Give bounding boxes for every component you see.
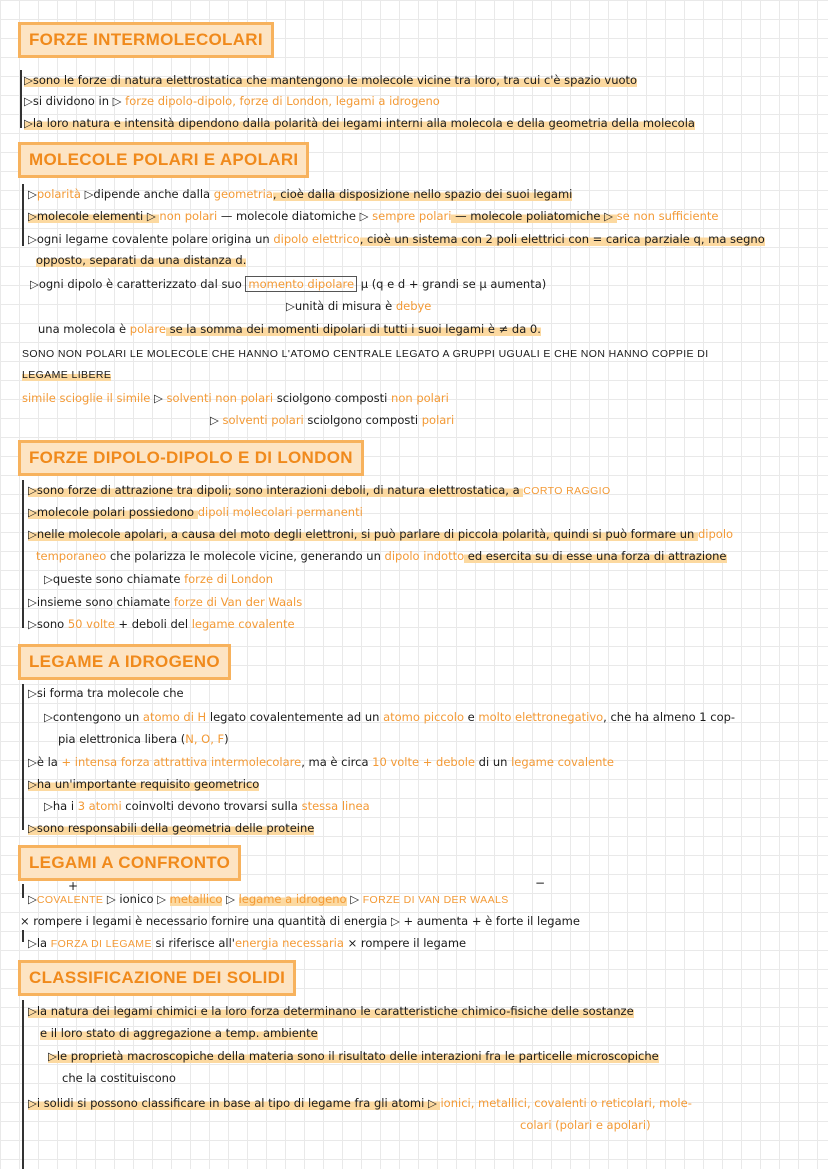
note-text: , che ha almeno 1 cop- (603, 710, 736, 724)
note-text: ▷ ionico ▷ (103, 892, 170, 906)
note-line (28, 755, 820, 770)
minus-sign (535, 876, 820, 891)
note-text: debye (395, 299, 432, 313)
note-text: × rompere i legami è necessario fornire una quantità di energia ▷ + aumenta + è forte il legame (20, 914, 580, 928)
note-text: , cioè un sistema con 2 poli elettrici con = carica parziale q, ma segno (359, 232, 765, 246)
note-text: ▷ (28, 187, 37, 201)
note-text: — molecole diatomiche ▷ (217, 209, 373, 223)
note-text: di un (475, 755, 512, 769)
title-legame-idrogeno: LEGAME A IDROGENO (18, 644, 231, 680)
bracket-line (22, 1000, 24, 1169)
note-text: , cioè dalla disposizione nello spazio dei suoi legami (272, 187, 573, 201)
note-text: ▷contengono un (44, 710, 143, 724)
note-text: polarità (36, 187, 81, 201)
note-text: ▷ (150, 391, 167, 405)
bracket-line (22, 480, 24, 628)
note-text: atomo di H (142, 710, 207, 724)
note-line (44, 799, 820, 814)
note-text: si riferisce all' (151, 936, 235, 950)
note-text: sciolgono composti (273, 391, 392, 405)
note-text: ▷sono (28, 617, 68, 631)
note-line (28, 527, 820, 542)
note-text: ▷dipende anche dalla (80, 187, 214, 201)
note-text: ▷è la (28, 755, 62, 769)
note-text: legame covalente (191, 617, 295, 631)
note-text: metallico (169, 892, 223, 906)
title-classificazione-solidi: CLASSIFICAZIONE DEI SOLIDI (18, 960, 296, 996)
note-text: e (464, 710, 479, 724)
note-text: legame a idrogeno (238, 892, 347, 906)
note-text: ▷ (210, 413, 223, 427)
note-text: dipolo (697, 527, 734, 541)
note-line (286, 299, 820, 314)
note-line (28, 505, 820, 520)
note-text: sciolgono composti (303, 413, 422, 427)
note-line (40, 1026, 820, 1041)
note-text: ▷ogni legame covalente polare origina un (28, 232, 274, 246)
note-text: momento dipolare (245, 276, 357, 292)
note-text: ▷sono responsabili della geometria delle proteine (28, 821, 315, 835)
note-text: ▷ (222, 892, 239, 906)
note-text: opposto, separati da una distanza d. (36, 253, 247, 267)
note-text: che polarizza le molecole vicine, generando un (106, 549, 385, 563)
note-text: ▷ha i (44, 799, 78, 813)
note-line (28, 936, 820, 952)
note-text: non polari (391, 391, 449, 405)
note-line (28, 483, 820, 499)
bracket-line (22, 684, 24, 830)
note-text: una molecola è (38, 322, 130, 336)
bracket-line (22, 884, 24, 898)
note-text: 3 atomi (77, 799, 122, 813)
note-line (48, 1049, 820, 1064)
note-text: dipoli molecolari permanenti (197, 505, 363, 519)
title-forze-dipolo-london: FORZE DIPOLO-DIPOLO E DI LONDON (18, 440, 364, 476)
note-text: ▷nelle molecole apolari, a causa del moto degli elettroni, si può parlare di piccola polarità, quindi si può formare un (28, 527, 698, 541)
note-text: ▷ (28, 892, 37, 906)
note-line (24, 94, 820, 109)
note-text: FORZA DI LEGAME (50, 938, 152, 950)
note-text: μ (q e d + grandi se μ aumenta) (357, 277, 547, 291)
note-text: LEGAME LIBERE (22, 369, 112, 381)
note-text: atomo piccolo (383, 710, 464, 724)
note-text: sempre polari (372, 209, 452, 223)
note-text: ▷molecole elementi ▷ (28, 209, 160, 223)
note-line (62, 1071, 820, 1086)
note-line (30, 277, 820, 292)
bracket-line (22, 930, 24, 942)
note-line (28, 209, 820, 224)
note-text: ▷si forma tra molecole che (28, 686, 184, 700)
note-text: 10 volte + debole (372, 755, 476, 769)
title-legami-confronto: LEGAMI A CONFRONTO (18, 845, 241, 881)
note-text: ▷unità di misura è (286, 299, 396, 313)
note-text: ▷la natura dei legami chimici e la loro forza determinano le caratteristiche chimico-fisiche delle sostanze (28, 1004, 634, 1018)
note-text: ▷ (346, 892, 363, 906)
note-line (22, 368, 820, 383)
note-text: ▷la loro natura e intensità dipendono dalla polarità dei legami interni alla molecola e della geometria della molecola (24, 116, 695, 130)
note-line (28, 232, 820, 247)
note-line (22, 391, 820, 406)
note-text: e il loro stato di aggregazione a temp. ambiente (40, 1026, 318, 1040)
note-text: forze di Van der Waals (173, 595, 303, 609)
note-text: ▷sono le forze di natura elettrostatica che mantengono le molecole vicine tra loro, tra cui c'è spazio vuoto (24, 73, 638, 87)
note-line (28, 617, 820, 632)
note-text: ▷si dividono in ▷ (24, 94, 126, 108)
note-text: FORZE DI VAN DER WAALS (362, 894, 509, 906)
note-line (36, 253, 820, 268)
note-text: polare (129, 322, 166, 336)
note-text: forze di London (184, 572, 273, 586)
note-line (20, 914, 820, 929)
note-text: ▷i solidi si possono classificare in base al tipo di legame fra gli atomi ▷ (28, 1096, 441, 1110)
note-text: temporaneo (36, 549, 107, 563)
note-line (28, 1096, 820, 1111)
note-text: dipolo elettrico (273, 232, 360, 246)
note-line (44, 572, 820, 587)
note-text: ▷la (28, 936, 51, 950)
note-line (58, 732, 820, 747)
bracket-line (20, 70, 22, 128)
note-text: coinvolti devono trovarsi sulla (121, 799, 302, 813)
note-text: energia necessaria (234, 936, 344, 950)
note-text: SONO NON POLARI LE MOLECOLE CHE HANNO L'ATOMO CENTRALE LEGATO A GRUPPI UGUALI E CHE NON HANNO COPPIE DI (22, 348, 709, 360)
note-text: colari (polari e apolari) (520, 1118, 651, 1132)
note-text: ▷queste sono chiamate (44, 572, 185, 586)
note-text: non polari (159, 209, 218, 223)
note-line (28, 595, 820, 610)
note-text: solventi polari (222, 413, 304, 427)
title-forze-intermolecolari: FORZE INTERMOLECOLARI (18, 22, 274, 58)
note-text: ▷le proprietà macroscopiche della materia sono il risultato delle interazioni fra le particelle microscopiche (48, 1049, 659, 1063)
note-line (28, 187, 820, 202)
note-line (24, 116, 820, 131)
note-line (28, 777, 820, 792)
note-text: geometria (213, 187, 273, 201)
note-text: 50 volte (67, 617, 115, 631)
note-line (36, 549, 820, 564)
note-text: stessa linea (301, 799, 370, 813)
note-line (38, 322, 820, 337)
note-line (28, 686, 820, 701)
note-text: COVALENTE (36, 894, 104, 906)
note-line (22, 347, 820, 362)
note-line (28, 821, 820, 836)
note-text: dipolo indotto (384, 549, 465, 563)
note-line (520, 1118, 820, 1133)
note-text: − (535, 876, 546, 890)
note-text: ▷ogni dipolo è caratterizzato dal suo (30, 277, 246, 291)
bracket-line (22, 184, 24, 246)
note-text: forze dipolo-dipolo, forze di London, legami a idrogeno (125, 94, 440, 108)
note-line (210, 413, 820, 428)
note-line (28, 892, 820, 908)
note-text: ▷sono forze di attrazione tra dipoli; sono interazioni deboli, di natura elettrostatica, a (28, 483, 524, 497)
note-text: + (68, 879, 79, 893)
note-text: pia elettronica libera ( (58, 732, 186, 746)
note-text: ▷molecole polari possiedono (28, 505, 198, 519)
note-text: ionici, metallici, covalenti o reticolari, mole- (440, 1096, 692, 1110)
note-text: se non sufficiente (616, 209, 719, 223)
note-text: ▷insieme sono chiamate (28, 595, 174, 609)
note-text: + intensa forza attrattiva intermolecolare (61, 755, 302, 769)
note-text: N, O, F (185, 732, 225, 746)
title-molecole-polari-apolari: MOLECOLE POLARI E APOLARI (18, 142, 309, 178)
note-text: che la costituiscono (62, 1071, 176, 1085)
note-text: simile scioglie il simile (22, 391, 151, 405)
note-text: ▷ha un'importante requisito geometrico (28, 777, 260, 791)
note-text: + deboli del (114, 617, 192, 631)
note-line (44, 710, 820, 725)
note-line (24, 73, 820, 88)
note-text: ed esercita su di esse una forza di attrazione (464, 549, 727, 563)
note-text: CORTO RAGGIO (523, 485, 611, 497)
note-text: polari (421, 413, 455, 427)
note-text: solventi non polari (166, 391, 274, 405)
note-text: molto elettronegativo (478, 710, 604, 724)
note-text: — molecole poliatomiche ▷ (451, 209, 617, 223)
note-text: legato covalentemente ad un (206, 710, 384, 724)
note-text: , ma è circa (301, 755, 373, 769)
note-text: × rompere il legame (343, 936, 467, 950)
note-line (28, 1004, 820, 1019)
note-text: ) (224, 732, 229, 746)
note-text: legame covalente (511, 755, 614, 769)
note-text: se la somma dei momenti dipolari di tutti i suoi legami è ≠ da 0. (165, 322, 541, 336)
